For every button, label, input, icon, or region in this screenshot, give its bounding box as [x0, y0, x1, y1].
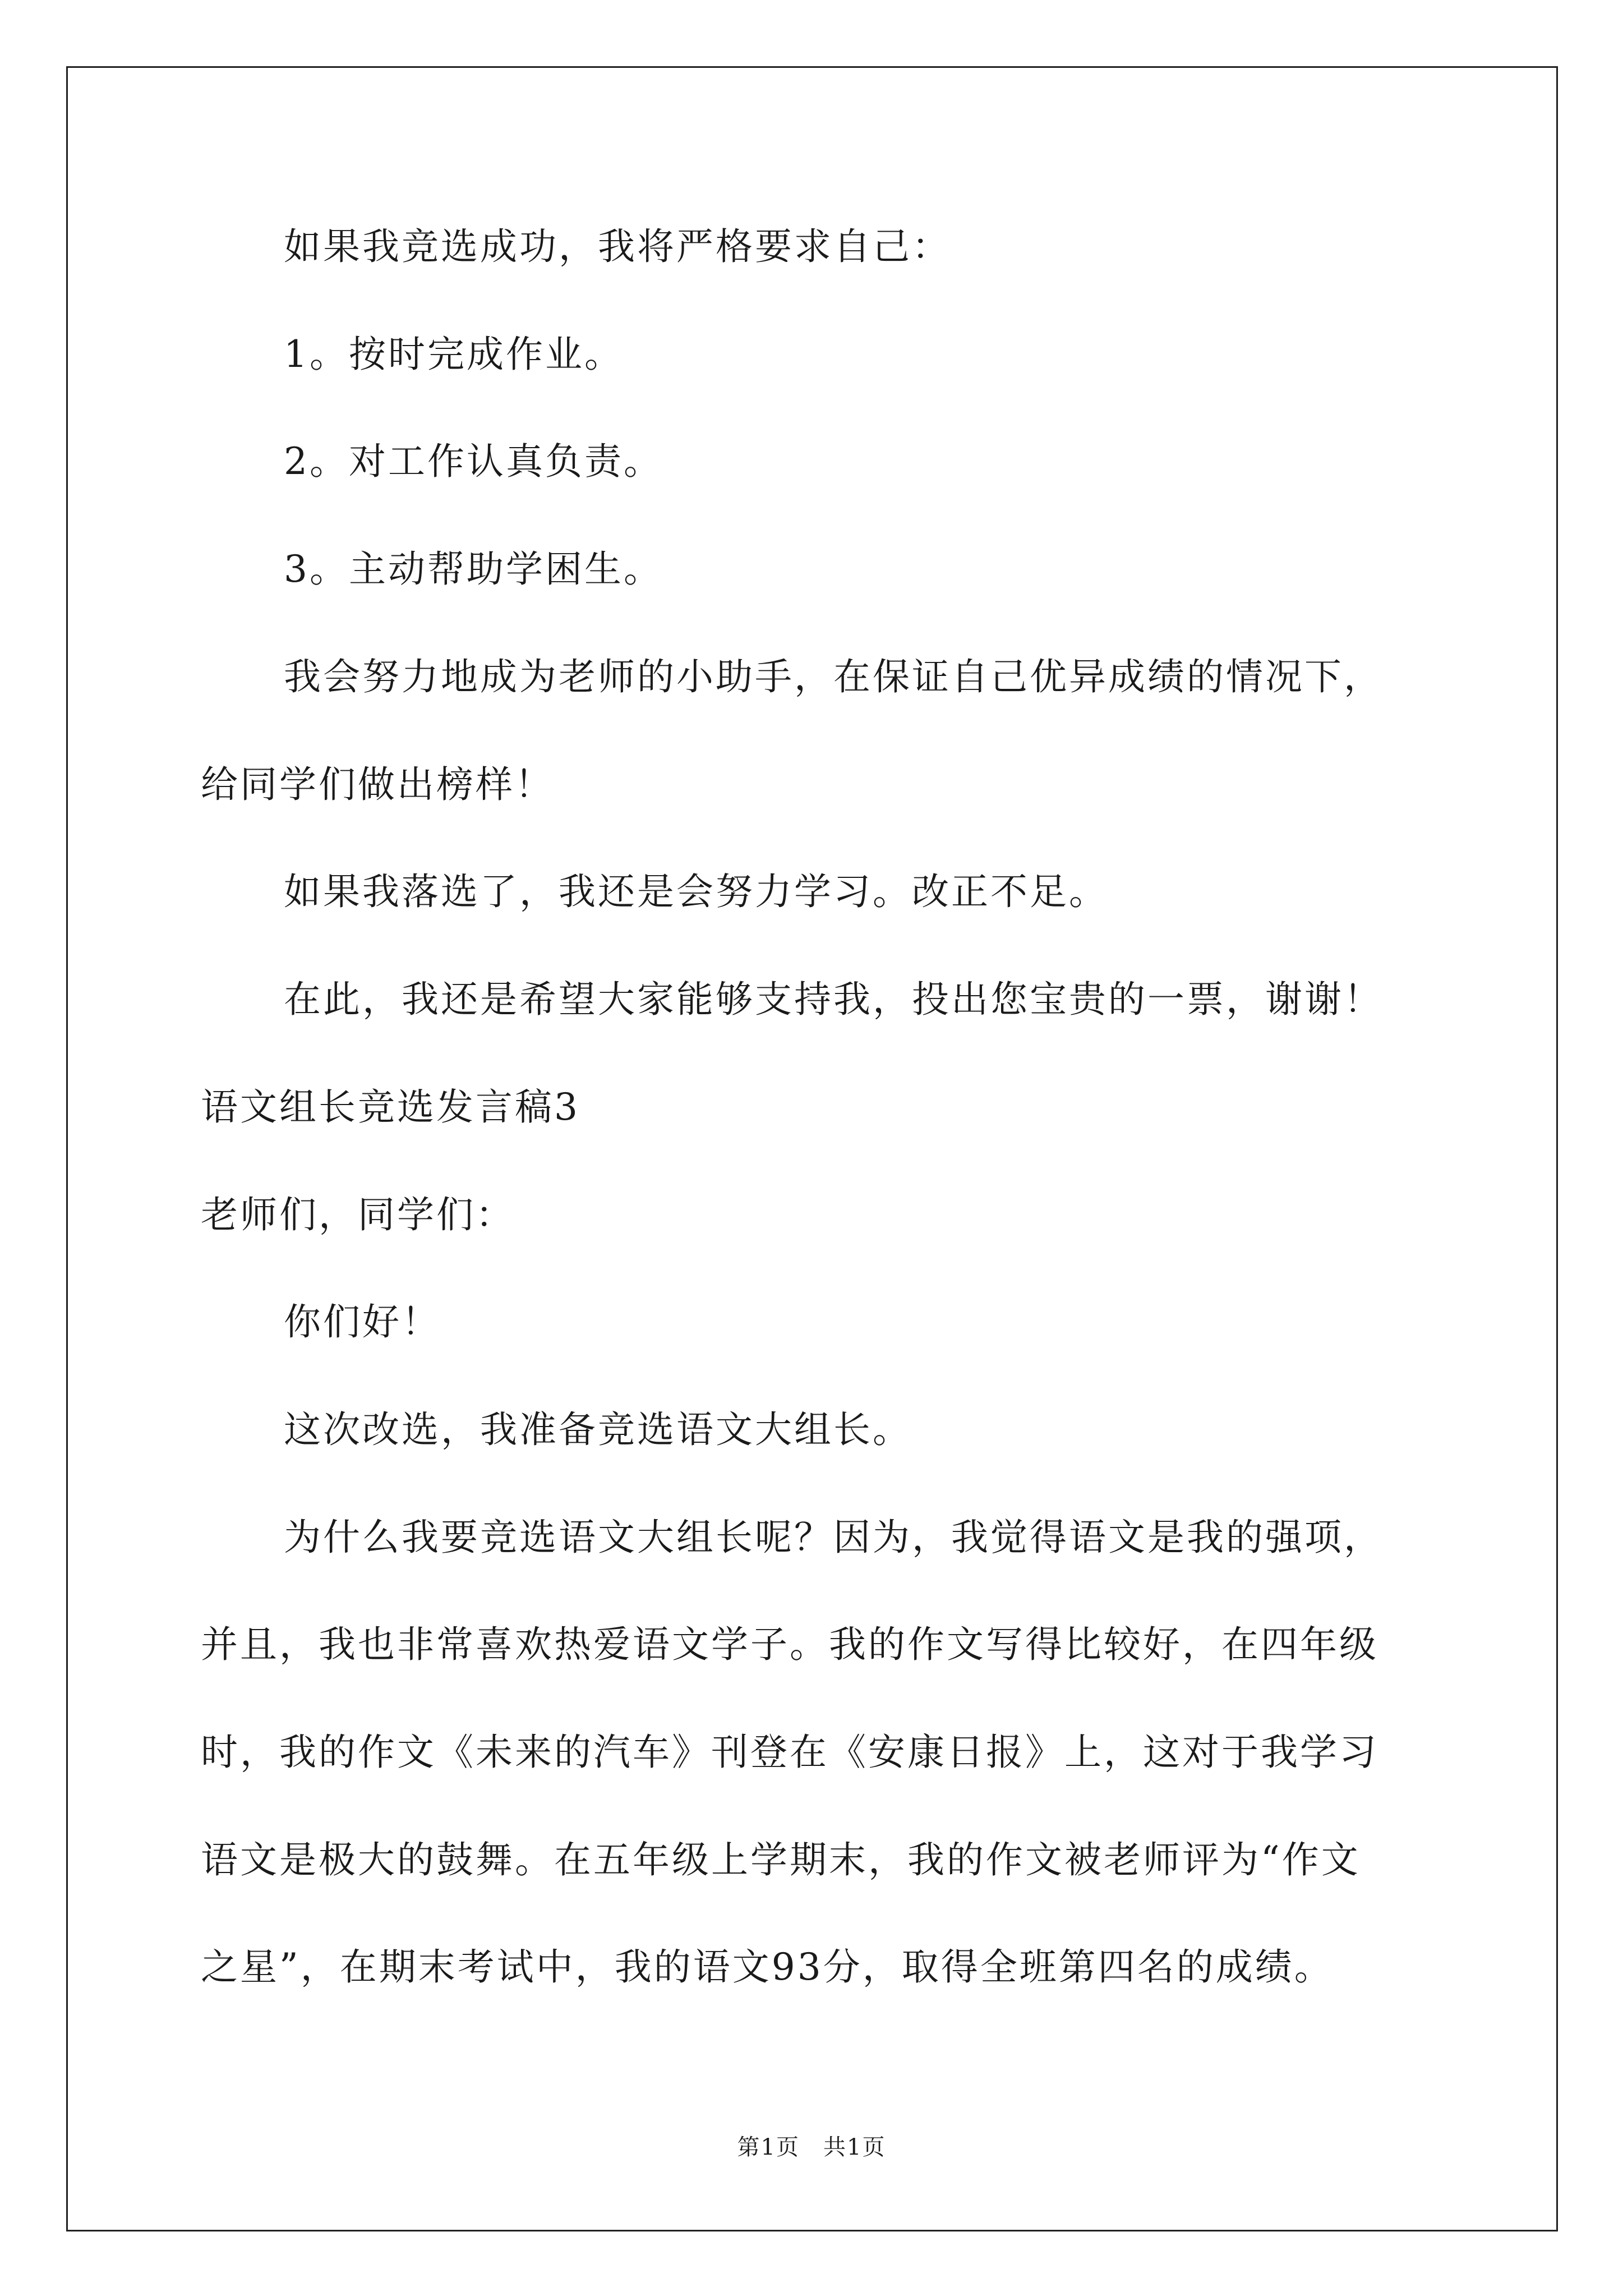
paragraph-continuation: 并且，我也非常喜欢热爱语文学子。我的作文写得比较好，在四年级 — [201, 1623, 1378, 1666]
section-heading: 语文组长竞选发言稿3 — [201, 1085, 580, 1129]
paragraph-continuation: 时，我的作文《未来的汽车》刊登在《安康日报》上，这对于我学习 — [201, 1731, 1378, 1774]
list-item: 3。主动帮助学困生。 — [284, 547, 663, 591]
paragraph: 如果我落选了，我还是会努力学习。改正不足。 — [284, 870, 1108, 913]
paragraph: 在此，我还是希望大家能够支持我，投出您宝贵的一票，谢谢！ — [284, 978, 1383, 1021]
list-item: 1。按时完成作业。 — [284, 333, 624, 376]
paragraph: 这次改选，我准备竞选语文大组长。 — [284, 1408, 912, 1451]
paragraph-continuation: 语文是极大的鼓舞。在五年级上学期末，我的作文被老师评为“作文 — [201, 1838, 1361, 1881]
paragraph: 如果我竞选成功，我将严格要求自己： — [284, 225, 951, 268]
paragraph-continuation: 之星”，在期末考试中，我的语文93分，取得全班第四名的成绩。 — [201, 1945, 1334, 1989]
paragraph: 为什么我要竞选语文大组长呢？因为，我觉得语文是我的强项， — [284, 1516, 1383, 1559]
greeting: 你们好！ — [284, 1300, 441, 1343]
paragraph-continuation: 给同学们做出榜样！ — [201, 763, 554, 806]
paragraph: 我会努力地成为老师的小助手，在保证自己优异成绩的情况下， — [284, 655, 1383, 698]
salutation: 老师们，同学们： — [201, 1193, 515, 1236]
page-footer: 第1页 共1页 — [737, 2134, 886, 2160]
page-border — [66, 66, 1558, 2231]
list-item: 2。对工作认真负责。 — [284, 440, 663, 483]
